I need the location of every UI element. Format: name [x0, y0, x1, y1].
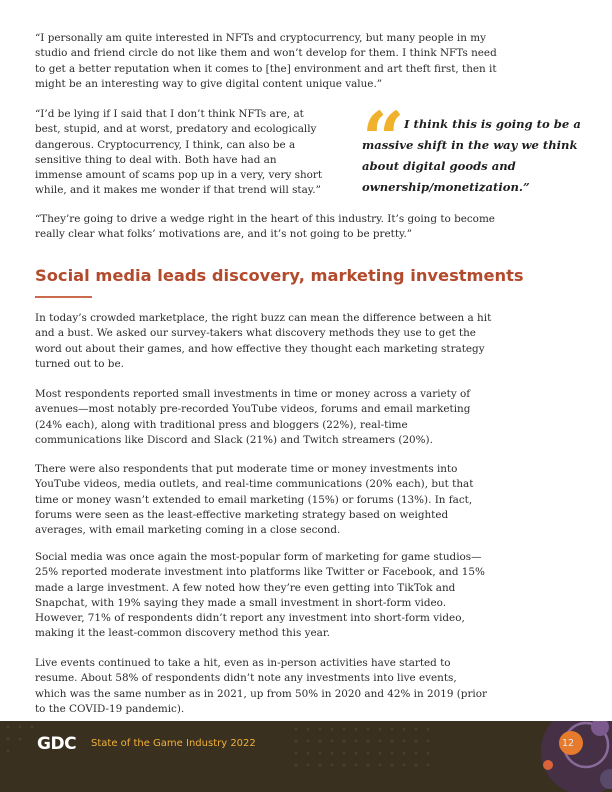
heading-divider	[35, 296, 92, 298]
body-paragraph: Most respondents reported small investments in time or money across a variety of avenues—most notably pre-recorded YouTube videos, forums and email marketing (24% each), along with traditional press and bloggers (22%), real-time communications like Discord and Slack (21%) and Twitch streamers (20%).	[35, 388, 471, 446]
pull-quote	[362, 97, 612, 199]
body-paragraph: Social media was once again the most-popular form of marketing for game studios—25% reported moderate investment into platforms like Twitter or Facebook, and 15% made a large investment. A few noted how they’re even getting into TikTok and Snapchat, with 19% saying they made a small investment in short-form video. However, 71% of respondents didn’t report any investment into short-form video, making it the least-common discovery method this year.	[35, 551, 485, 640]
section-heading: Social media leads discovery, marketing investments	[35, 266, 524, 285]
body-paragraph: In today’s crowded marketplace, the right buzz can mean the difference between a hit and a bust. We asked our survey-takers what discovery methods they use to get the word out about their games, and how effective they thought each marketing strategy turned out to be.	[35, 312, 492, 370]
footer-decoration	[0, 721, 612, 792]
page-footer	[0, 721, 612, 792]
quote-mark-icon: “	[362, 97, 405, 183]
quote-industry-wedge: “They’re going to drive a wedge right in the heart of this industry. It’s going to become really clear what folks’ motivations are, and it’s not going to be pretty.”	[35, 213, 495, 241]
footer-report-title: State of the Game Industry 2022	[91, 738, 256, 749]
body-paragraph: There were also respondents that put moderate time or money investments into YouTube videos, media outlets, and real-time communications (20% each), but that time or money wasn’t extended to email marketing (15%) or forums (13%). In fact, forums were seen as the least-effective marketing strategy based on weighted averages, with email marketing coming in a close second.	[35, 463, 474, 537]
quote-nft-predatory: “I’d be lying if I said that I don’t think NFTs are, at best, stupid, and at worst, predatory and ecologically dangerous. Cryptocurrency, I think, can also be a sensitive thing to deal with. Both have had an immense amount of scams pop up in a very, very short while, and it makes me wonder if that trend will stay.”	[35, 108, 323, 197]
pull-quote-text: I think this is going to be a massive shift in the way we think about digital goods and ownership/monetization.”	[362, 117, 581, 194]
body-paragraph: Live events continued to take a hit, even as in-person activities have started to resume. About 58% of respondents didn’t note any investments into live events, which was the same number as in 2021, up from 50% in 2020 and 42% in 2019 (prior to the COVID-19 pandemic).	[35, 657, 487, 715]
quote-nft-interest: “I personally am quite interested in NFTs and cryptocurrency, but many people in my studio and friend circle do not like them and won’t develop for them. I think NFTs need to get a better reputation when it comes to [the] environment and art theft first, then it might be an interesting way to give digital content unique value.”	[35, 32, 497, 90]
gdc-logo: GDC	[37, 734, 77, 754]
page-number: 12	[562, 738, 575, 749]
